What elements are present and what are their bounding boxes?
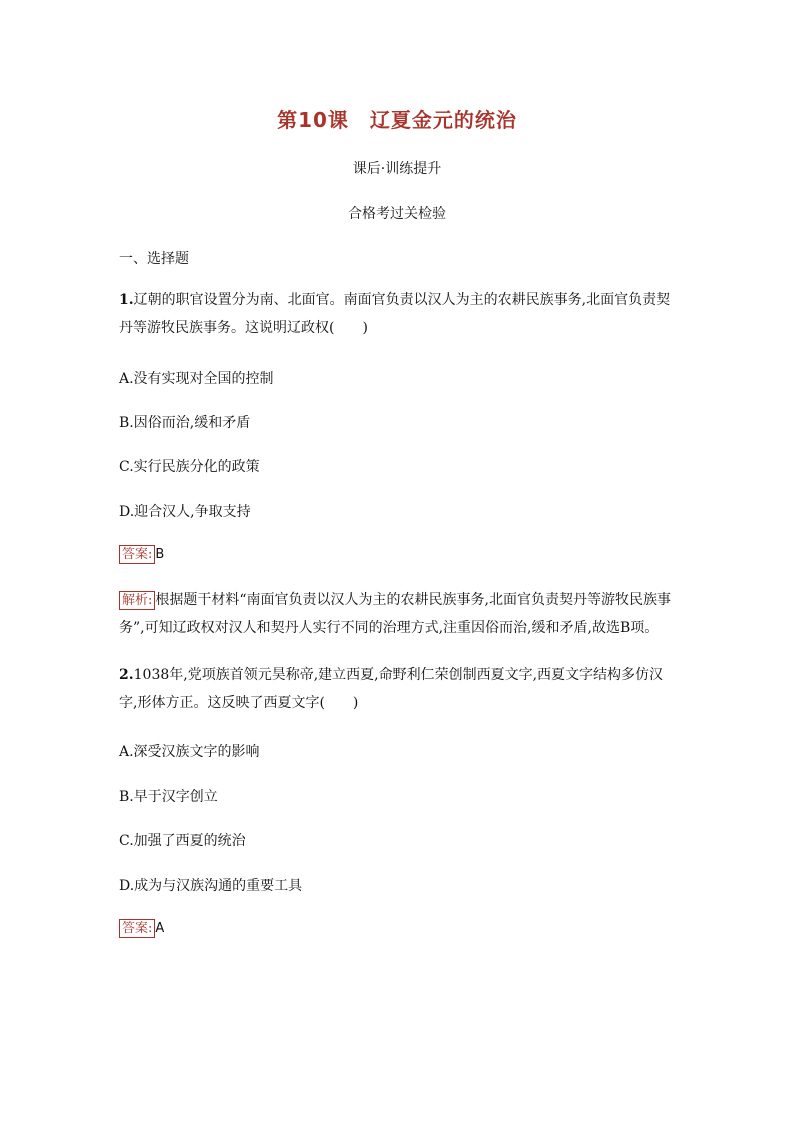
analysis-text: 根据题干材料“南面官负责以汉人为主的农耕民族事务,北面官负责契丹等游牧民族事务”,可知辽政权对汉人和契丹人实行不同的治理方式,注重因俗而治,缓和矛盾,故选B项。	[119, 592, 671, 636]
question-1-answer	[119, 545, 164, 564]
page-subtitle: 课后·训练提升	[352, 161, 442, 177]
question-2-option-a: A.深受汉族文字的影响	[119, 744, 260, 760]
question-2-option-b: B.早于汉字创立	[119, 789, 218, 805]
question-2-answer	[119, 919, 164, 938]
part-heading: 一、选择题	[119, 251, 189, 267]
question-2-stem	[119, 661, 679, 717]
answer-tag: 答案:	[119, 545, 155, 564]
section-heading: 合格考过关检验	[348, 206, 446, 222]
question-2-option-c: C.加强了西夏的统治	[119, 833, 246, 849]
question-1-option-b: B.因俗而治,缓和矛盾	[119, 415, 251, 431]
question-1-stem	[119, 286, 679, 342]
question-number: 1.	[119, 292, 134, 308]
question-2-option-d: D.成为与汉族沟通的重要工具	[119, 878, 303, 894]
answer-value: B	[155, 547, 165, 562]
answer-tag: 答案:	[119, 919, 155, 938]
question-number: 2.	[119, 667, 134, 683]
lesson-title: 第10课 辽夏金元的统治	[277, 108, 517, 132]
question-1-analysis	[119, 586, 679, 642]
question-1-option-a: A.没有实现对全国的控制	[119, 371, 274, 387]
question-1-option-d: D.迎合汉人,争取支持	[119, 504, 251, 520]
question-text: 辽朝的职官设置分为南、北面官。南面官负责以汉人为主的农耕民族事务,北面官负责契丹等游牧民族事务。这说明辽政权( )	[119, 292, 671, 336]
question-1-option-c: C.实行民族分化的政策	[119, 459, 260, 475]
analysis-tag: 解析:	[119, 591, 155, 610]
question-text: 1038年,党项族首领元昊称帝,建立西夏,命野利仁荣创制西夏文字,西夏文字结构多仿汉字,形体方正。这反映了西夏文字( )	[119, 667, 664, 711]
answer-value: A	[155, 921, 165, 936]
